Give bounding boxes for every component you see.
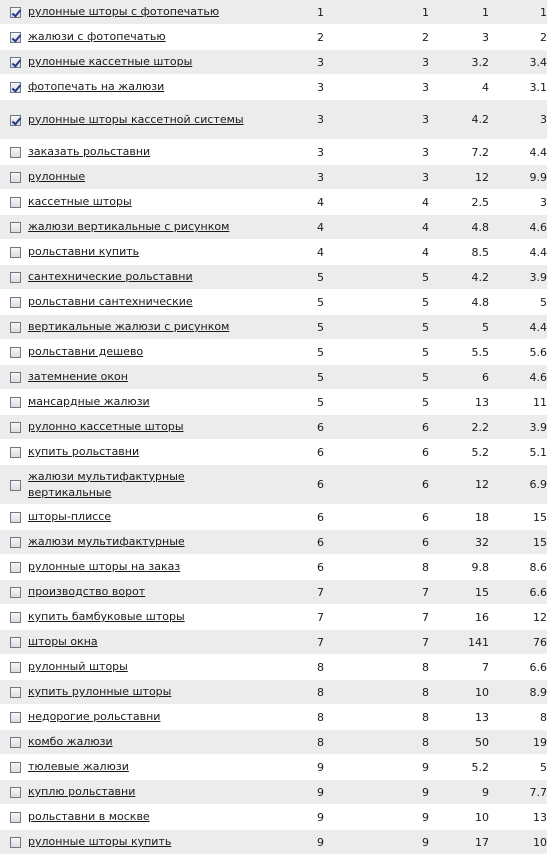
metric-2-value: 8.6 xyxy=(489,555,547,580)
row-checkbox-cell xyxy=(0,100,28,140)
position-1-value: 6 xyxy=(250,530,324,555)
row-checkbox-cell xyxy=(0,365,28,390)
keyword-phrase-cell xyxy=(28,140,250,165)
row-checkbox-cell xyxy=(0,505,28,530)
metric-1-value: 3.2 xyxy=(429,50,489,75)
checkbox-unchecked[interactable] xyxy=(10,562,21,573)
metric-2-value: 15 xyxy=(489,505,547,530)
position-1-value: 9 xyxy=(250,805,324,830)
row-checkbox-cell xyxy=(0,240,28,265)
checkbox-unchecked[interactable] xyxy=(10,347,21,358)
keyword-phrase-cell xyxy=(28,0,250,25)
metric-1-value: 12 xyxy=(429,465,489,505)
keyword-phrase-cell xyxy=(28,655,250,680)
row-checkbox-cell xyxy=(0,680,28,705)
row-checkbox-cell xyxy=(0,440,28,465)
position-1-value: 3 xyxy=(250,140,324,165)
metric-2-value: 8.9 xyxy=(489,680,547,705)
keyword-phrase-link[interactable]: рольставни в москве xyxy=(28,810,150,823)
keyword-phrase-link[interactable]: куплю рольставни xyxy=(28,785,136,798)
keyword-phrase-link[interactable]: производство ворот xyxy=(28,585,146,598)
metric-1-value: 18 xyxy=(429,505,489,530)
keyword-phrase-cell xyxy=(28,830,250,855)
metric-1-value: 6 xyxy=(429,365,489,390)
table-row xyxy=(0,705,547,730)
table-row xyxy=(0,340,547,365)
metric-1-value: 5.2 xyxy=(429,755,489,780)
table-row xyxy=(0,440,547,465)
metric-2-value: 4.4 xyxy=(489,315,547,340)
checkbox-checked[interactable] xyxy=(10,32,21,43)
position-2-value: 3 xyxy=(324,140,429,165)
table-row xyxy=(0,190,547,215)
metric-1-value: 16 xyxy=(429,605,489,630)
position-2-value: 5 xyxy=(324,290,429,315)
keyword-phrase-cell xyxy=(28,265,250,290)
keyword-phrase-link[interactable]: сантехнические рольставни xyxy=(28,270,193,283)
table-row xyxy=(0,680,547,705)
metric-1-value: 12 xyxy=(429,165,489,190)
metric-2-value: 8 xyxy=(489,705,547,730)
keyword-phrase-cell xyxy=(28,290,250,315)
keyword-phrase-link[interactable]: купить рулонные шторы xyxy=(28,685,172,698)
row-checkbox-cell xyxy=(0,290,28,315)
position-1-value: 7 xyxy=(250,580,324,605)
position-2-value: 7 xyxy=(324,580,429,605)
checkbox-unchecked[interactable] xyxy=(10,537,21,548)
table-row xyxy=(0,530,547,555)
table-row xyxy=(0,465,547,505)
metric-1-value: 3 xyxy=(429,25,489,50)
checkbox-unchecked[interactable] xyxy=(10,637,21,648)
metric-1-value: 13 xyxy=(429,390,489,415)
metric-1-value: 2.2 xyxy=(429,415,489,440)
position-2-value: 9 xyxy=(324,830,429,855)
position-2-value: 1 xyxy=(324,0,429,25)
position-2-value: 7 xyxy=(324,630,429,655)
checkbox-unchecked[interactable] xyxy=(10,737,21,748)
position-1-value: 5 xyxy=(250,265,324,290)
metric-1-value: 4.8 xyxy=(429,290,489,315)
row-checkbox-cell xyxy=(0,75,28,100)
metric-1-value: 4 xyxy=(429,75,489,100)
position-1-value: 3 xyxy=(250,75,324,100)
metric-2-value: 3.9 xyxy=(489,415,547,440)
position-1-value: 5 xyxy=(250,365,324,390)
checkbox-unchecked[interactable] xyxy=(10,480,21,491)
row-checkbox-cell xyxy=(0,830,28,855)
keyword-phrase-link[interactable]: купить рольставни xyxy=(28,445,140,458)
table-row xyxy=(0,365,547,390)
keyword-phrase-cell xyxy=(28,630,250,655)
metric-1-value: 10 xyxy=(429,805,489,830)
position-1-value: 9 xyxy=(250,780,324,805)
keyword-phrase-cell xyxy=(28,25,250,50)
checkbox-unchecked[interactable] xyxy=(10,397,21,408)
keyword-phrase-cell xyxy=(28,415,250,440)
row-checkbox-cell xyxy=(0,50,28,75)
metric-2-value: 19 xyxy=(489,730,547,755)
position-1-value: 6 xyxy=(250,440,324,465)
position-1-value: 7 xyxy=(250,630,324,655)
metric-2-value: 4.6 xyxy=(489,365,547,390)
metric-2-value: 4.4 xyxy=(489,240,547,265)
metric-1-value: 50 xyxy=(429,730,489,755)
table-row xyxy=(0,630,547,655)
keyword-phrase-link[interactable]: жалюзи вертикальные с рисунком xyxy=(28,220,230,233)
keyword-phrase-link[interactable]: рулонно кассетные шторы xyxy=(28,420,184,433)
keyword-phrase-cell xyxy=(28,465,250,505)
table-row xyxy=(0,100,547,140)
metric-1-value: 4.2 xyxy=(429,100,489,140)
metric-2-value: 6.9 xyxy=(489,465,547,505)
metric-1-value: 13 xyxy=(429,705,489,730)
position-2-value: 7 xyxy=(324,605,429,630)
table-row xyxy=(0,265,547,290)
keyword-phrase-link[interactable]: рулонные шторы купить xyxy=(28,835,172,848)
metric-1-value: 15 xyxy=(429,580,489,605)
keyword-phrase-link[interactable]: купить бамбуковые шторы xyxy=(28,610,185,623)
position-1-value: 2 xyxy=(250,25,324,50)
metric-2-value: 15 xyxy=(489,530,547,555)
position-2-value: 4 xyxy=(324,215,429,240)
position-2-value: 6 xyxy=(324,415,429,440)
checkbox-unchecked[interactable] xyxy=(10,662,21,673)
metric-1-value: 4.2 xyxy=(429,265,489,290)
table-row xyxy=(0,50,547,75)
keyword-phrase-link[interactable]: рулонные xyxy=(28,170,86,183)
keyword-phrase-link[interactable]: рольставни купить xyxy=(28,245,140,258)
position-1-value: 5 xyxy=(250,315,324,340)
table-row xyxy=(0,805,547,830)
keyword-phrase-cell xyxy=(28,755,250,780)
position-2-value: 3 xyxy=(324,100,429,140)
keyword-phrase-cell xyxy=(28,680,250,705)
checkbox-checked[interactable] xyxy=(10,82,21,93)
checkbox-unchecked[interactable] xyxy=(10,787,21,798)
checkbox-unchecked[interactable] xyxy=(10,172,21,183)
checkbox-unchecked[interactable] xyxy=(10,372,21,383)
metric-2-value: 5 xyxy=(489,755,547,780)
position-2-value: 9 xyxy=(324,755,429,780)
table-row xyxy=(0,730,547,755)
position-2-value: 5 xyxy=(324,390,429,415)
row-checkbox-cell xyxy=(0,530,28,555)
position-1-value: 5 xyxy=(250,290,324,315)
position-1-value: 3 xyxy=(250,50,324,75)
keyword-phrase-link[interactable]: жалюзи мультифактурные xyxy=(28,535,185,548)
position-2-value: 6 xyxy=(324,465,429,505)
row-checkbox-cell xyxy=(0,415,28,440)
keyword-phrase-cell xyxy=(28,780,250,805)
row-checkbox-cell xyxy=(0,190,28,215)
keyword-phrase-link[interactable]: рулонные шторы на заказ xyxy=(28,560,181,573)
table-row xyxy=(0,655,547,680)
position-1-value: 1 xyxy=(250,0,324,25)
table-row xyxy=(0,140,547,165)
position-1-value: 6 xyxy=(250,465,324,505)
row-checkbox-cell xyxy=(0,780,28,805)
keyword-phrase-cell xyxy=(28,805,250,830)
row-checkbox-cell xyxy=(0,580,28,605)
row-checkbox-cell xyxy=(0,340,28,365)
position-2-value: 3 xyxy=(324,165,429,190)
keyword-phrase-cell xyxy=(28,215,250,240)
metric-2-value: 6.6 xyxy=(489,655,547,680)
keyword-phrase-link[interactable]: рулонный шторы xyxy=(28,660,128,673)
keyword-phrase-link[interactable]: комбо жалюзи xyxy=(28,735,113,748)
position-2-value: 8 xyxy=(324,730,429,755)
position-1-value: 8 xyxy=(250,655,324,680)
table-row xyxy=(0,0,547,25)
metric-2-value: 5.6 xyxy=(489,340,547,365)
metric-2-value: 10 xyxy=(489,830,547,855)
keyword-phrase-cell xyxy=(28,365,250,390)
position-1-value: 9 xyxy=(250,830,324,855)
metric-1-value: 10 xyxy=(429,680,489,705)
row-checkbox-cell xyxy=(0,705,28,730)
position-2-value: 2 xyxy=(324,25,429,50)
position-2-value: 6 xyxy=(324,530,429,555)
row-checkbox-cell xyxy=(0,755,28,780)
metric-1-value: 17 xyxy=(429,830,489,855)
checkbox-unchecked[interactable] xyxy=(10,447,21,458)
table-row xyxy=(0,505,547,530)
metric-1-value: 7.2 xyxy=(429,140,489,165)
table-row xyxy=(0,605,547,630)
keyword-phrase-link[interactable]: рольставни дешево xyxy=(28,345,144,358)
metric-2-value: 3.9 xyxy=(489,265,547,290)
keyword-phrase-link[interactable]: шторы окна xyxy=(28,635,98,648)
table-row xyxy=(0,290,547,315)
position-2-value: 9 xyxy=(324,805,429,830)
keyword-phrase-cell xyxy=(28,440,250,465)
position-2-value: 5 xyxy=(324,265,429,290)
row-checkbox-cell xyxy=(0,25,28,50)
position-1-value: 8 xyxy=(250,730,324,755)
metric-1-value: 32 xyxy=(429,530,489,555)
keyword-phrase-cell xyxy=(28,240,250,265)
position-2-value: 8 xyxy=(324,655,429,680)
checkbox-checked[interactable] xyxy=(10,115,21,126)
metric-1-value: 4.8 xyxy=(429,215,489,240)
row-checkbox-cell xyxy=(0,555,28,580)
keyword-phrase-cell xyxy=(28,190,250,215)
keyword-phrase-cell xyxy=(28,605,250,630)
row-checkbox-cell xyxy=(0,165,28,190)
metric-2-value: 3.1 xyxy=(489,75,547,100)
keyword-phrase-link[interactable]: мансардные жалюзи xyxy=(28,395,150,408)
metric-2-value: 76 xyxy=(489,630,547,655)
checkbox-unchecked[interactable] xyxy=(10,687,21,698)
table-row xyxy=(0,415,547,440)
metric-2-value: 3 xyxy=(489,190,547,215)
metric-2-value: 11 xyxy=(489,390,547,415)
keyword-phrase-cell xyxy=(28,50,250,75)
table-row xyxy=(0,555,547,580)
keyword-phrase-link[interactable]: тюлевые жалюзи xyxy=(28,760,129,773)
position-2-value: 4 xyxy=(324,240,429,265)
checkbox-unchecked[interactable] xyxy=(10,422,21,433)
position-2-value: 6 xyxy=(324,505,429,530)
keyword-phrase-link[interactable]: фотопечать на жалюзи xyxy=(28,80,165,93)
row-checkbox-cell xyxy=(0,465,28,505)
row-checkbox-cell xyxy=(0,655,28,680)
keyword-phrase-cell xyxy=(28,580,250,605)
metric-2-value: 5 xyxy=(489,290,547,315)
position-1-value: 9 xyxy=(250,755,324,780)
keyword-phrase-cell xyxy=(28,340,250,365)
keyword-phrase-cell xyxy=(28,165,250,190)
keyword-phrase-cell xyxy=(28,505,250,530)
metric-2-value: 1 xyxy=(489,0,547,25)
checkbox-unchecked[interactable] xyxy=(10,762,21,773)
position-1-value: 4 xyxy=(250,190,324,215)
position-1-value: 3 xyxy=(250,165,324,190)
checkbox-checked[interactable] xyxy=(10,7,21,18)
table-row xyxy=(0,780,547,805)
metric-2-value: 9.9 xyxy=(489,165,547,190)
metric-2-value: 12 xyxy=(489,605,547,630)
row-checkbox-cell xyxy=(0,805,28,830)
table-row xyxy=(0,580,547,605)
checkbox-checked[interactable] xyxy=(10,57,21,68)
row-checkbox-cell xyxy=(0,730,28,755)
keyword-phrase-cell xyxy=(28,100,250,140)
table-row xyxy=(0,390,547,415)
position-2-value: 5 xyxy=(324,315,429,340)
metric-2-value: 13 xyxy=(489,805,547,830)
position-2-value: 6 xyxy=(324,440,429,465)
metric-1-value: 5.2 xyxy=(429,440,489,465)
position-2-value: 8 xyxy=(324,705,429,730)
keyword-phrase-link[interactable]: вертикальные жалюзи с рисунком xyxy=(28,320,230,333)
row-checkbox-cell xyxy=(0,605,28,630)
keyword-phrase-link[interactable]: недорогие рольставни xyxy=(28,710,161,723)
row-checkbox-cell xyxy=(0,265,28,290)
keyword-phrase-cell xyxy=(28,75,250,100)
keyword-phrase-cell xyxy=(28,315,250,340)
checkbox-unchecked[interactable] xyxy=(10,587,21,598)
checkbox-unchecked[interactable] xyxy=(10,147,21,158)
position-2-value: 3 xyxy=(324,50,429,75)
metric-1-value: 141 xyxy=(429,630,489,655)
keyword-phrase-link[interactable]: шторы-плиссе xyxy=(28,510,112,523)
row-checkbox-cell xyxy=(0,390,28,415)
keyword-phrase-cell xyxy=(28,390,250,415)
metric-1-value: 7 xyxy=(429,655,489,680)
table-row xyxy=(0,165,547,190)
metric-1-value: 1 xyxy=(429,0,489,25)
keyword-phrase-cell xyxy=(28,555,250,580)
position-2-value: 5 xyxy=(324,340,429,365)
metric-1-value: 8.5 xyxy=(429,240,489,265)
table-row xyxy=(0,755,547,780)
keyword-phrase-link[interactable]: затемнение окон xyxy=(28,370,128,383)
position-1-value: 3 xyxy=(250,100,324,140)
metric-2-value: 3 xyxy=(489,100,547,140)
metric-1-value: 5.5 xyxy=(429,340,489,365)
keyword-phrase-cell xyxy=(28,730,250,755)
table-row xyxy=(0,75,547,100)
metric-1-value: 2.5 xyxy=(429,190,489,215)
position-2-value: 8 xyxy=(324,680,429,705)
metric-2-value: 4.4 xyxy=(489,140,547,165)
position-2-value: 8 xyxy=(324,555,429,580)
keyword-phrase-link[interactable]: рулонные шторы кассетной системы xyxy=(28,112,244,126)
metric-2-value: 7.7 xyxy=(489,780,547,805)
metric-1-value: 5 xyxy=(429,315,489,340)
checkbox-unchecked[interactable] xyxy=(10,297,21,308)
keyword-phrase-cell xyxy=(28,705,250,730)
position-1-value: 5 xyxy=(250,390,324,415)
position-2-value: 4 xyxy=(324,190,429,215)
checkbox-unchecked[interactable] xyxy=(10,247,21,258)
checkbox-unchecked[interactable] xyxy=(10,837,21,848)
checkbox-unchecked[interactable] xyxy=(10,272,21,283)
position-1-value: 6 xyxy=(250,415,324,440)
keyword-phrase-link[interactable]: заказать рольставни xyxy=(28,145,151,158)
checkbox-unchecked[interactable] xyxy=(10,612,21,623)
row-checkbox-cell xyxy=(0,140,28,165)
checkbox-unchecked[interactable] xyxy=(10,222,21,233)
table-row xyxy=(0,25,547,50)
keyword-phrase-cell xyxy=(28,530,250,555)
row-checkbox-cell xyxy=(0,315,28,340)
metric-2-value: 2 xyxy=(489,25,547,50)
position-1-value: 5 xyxy=(250,340,324,365)
table-row xyxy=(0,315,547,340)
metric-2-value: 6.6 xyxy=(489,580,547,605)
position-1-value: 4 xyxy=(250,215,324,240)
keyword-phrase-link[interactable]: рольставни сантехнические xyxy=(28,295,193,308)
position-2-value: 5 xyxy=(324,365,429,390)
position-2-value: 9 xyxy=(324,780,429,805)
keyword-phrase-link[interactable]: жалюзи мультифактурные вертикальные xyxy=(28,469,185,499)
keyword-phrase-link[interactable]: рулонные кассетные шторы xyxy=(28,55,193,68)
checkbox-unchecked[interactable] xyxy=(10,512,21,523)
checkbox-unchecked[interactable] xyxy=(10,197,21,208)
keyword-phrase-link[interactable]: рулонные шторы с фотопечатью xyxy=(28,5,220,18)
metric-1-value: 9 xyxy=(429,780,489,805)
position-1-value: 6 xyxy=(250,555,324,580)
table-row xyxy=(0,215,547,240)
row-checkbox-cell xyxy=(0,630,28,655)
metric-1-value: 9.8 xyxy=(429,555,489,580)
checkbox-unchecked[interactable] xyxy=(10,812,21,823)
metric-2-value: 5.1 xyxy=(489,440,547,465)
table-row xyxy=(0,830,547,855)
checkbox-unchecked[interactable] xyxy=(10,712,21,723)
table-row xyxy=(0,240,547,265)
metric-2-value: 4.6 xyxy=(489,215,547,240)
checkbox-unchecked[interactable] xyxy=(10,322,21,333)
row-checkbox-cell xyxy=(0,0,28,25)
metric-2-value: 3.4 xyxy=(489,50,547,75)
position-1-value: 6 xyxy=(250,505,324,530)
row-checkbox-cell xyxy=(0,215,28,240)
keyword-phrase-link[interactable]: кассетные шторы xyxy=(28,195,132,208)
keyword-phrase-link[interactable]: жалюзи с фотопечатью xyxy=(28,30,166,43)
position-1-value: 7 xyxy=(250,605,324,630)
position-2-value: 3 xyxy=(324,75,429,100)
position-1-value: 8 xyxy=(250,680,324,705)
position-1-value: 8 xyxy=(250,705,324,730)
position-1-value: 4 xyxy=(250,240,324,265)
